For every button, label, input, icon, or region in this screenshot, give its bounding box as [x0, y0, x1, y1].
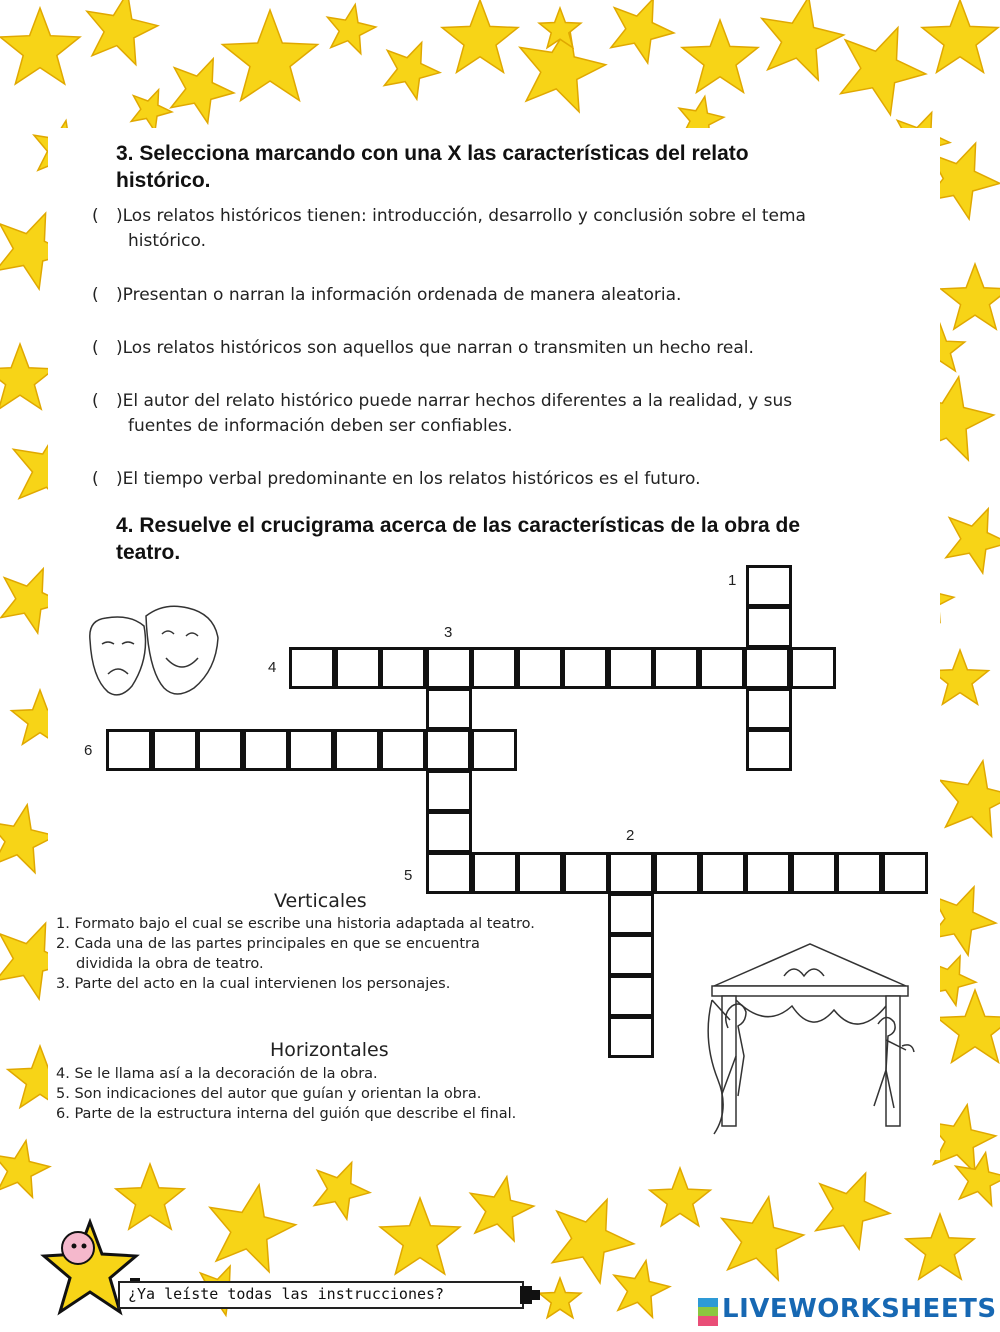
crossword-cell-w5[interactable] [426, 852, 472, 894]
liveworksheets-logo: LIVEWORKSHEETS [722, 1294, 997, 1324]
crossword-cell-w6[interactable] [288, 729, 334, 771]
crossword-cell-w1[interactable] [746, 606, 792, 648]
live-badge-icon [698, 1298, 718, 1326]
crossword-cell-w4[interactable] [471, 647, 517, 689]
star-icon [539, 1278, 581, 1318]
star-icon [210, 1185, 296, 1272]
crossword-cell-w5[interactable] [791, 852, 837, 894]
star-icon [932, 650, 989, 704]
crossword-cell-w6[interactable] [380, 729, 426, 771]
clue-number-3: 3 [444, 624, 453, 641]
crossword-cell-w6[interactable] [243, 729, 289, 771]
crossword-cell-w4[interactable] [380, 647, 426, 689]
horizontales-heading: Horizontales [270, 1039, 389, 1061]
verticales-clue-list: 1. Formato bajo el cual se escribe una historia adaptada al teatro. 2. Cada una de las partes principales en que se encuentra dividida la obra de teatro. 3. Parte del acto en la cual intervienen los personajes. [56, 916, 535, 992]
question-3-option-5[interactable]: ( )El tiempo verbal predominante en los relatos históricos es el futuro. [92, 469, 701, 489]
star-icon [0, 8, 80, 84]
crossword-cell-w4[interactable] [335, 647, 381, 689]
crossword-cell-w2[interactable] [608, 934, 654, 976]
crossword-cell-w5[interactable] [472, 852, 518, 894]
crossword-cell-w1[interactable] [746, 729, 792, 771]
star-icon [87, 0, 158, 65]
crossword-cell-w5[interactable] [700, 852, 746, 894]
crossword-cell-w1[interactable] [746, 688, 792, 730]
star-icon [314, 1162, 370, 1219]
star-icon [682, 20, 758, 92]
star-icon [940, 761, 1000, 837]
crossword-cell-w5[interactable] [654, 852, 700, 894]
crossword-cell-w4[interactable] [744, 647, 790, 689]
question-3-option-4[interactable]: ( )El autor del relato histórico puede narrar hechos diferentes a la realidad, y sus fuentes de información deben ser confiables. [92, 391, 793, 436]
star-icon [327, 5, 375, 54]
crossword-cell-w5[interactable] [745, 852, 791, 894]
crossword-cell-w4[interactable] [790, 647, 836, 689]
theatre-stage-icon [692, 940, 932, 1140]
question-3-option-2[interactable]: ( )Presentan o narran la información ordenada de manera aleatoria. [92, 285, 682, 305]
crossword-cell-w3[interactable] [426, 688, 472, 730]
star-icon [762, 0, 844, 80]
crossword-cell-w5[interactable] [608, 852, 654, 894]
question-3-option-1[interactable]: ( )Los relatos históricos tienen: introducción, desarrollo y conclusión sobre el tema histórico. [92, 206, 806, 251]
crossword-cell-w5[interactable] [836, 852, 882, 894]
star-icon [941, 264, 1000, 329]
star-icon [922, 0, 998, 72]
crossword-cell-w2[interactable] [608, 893, 654, 935]
crossword-cell-w1[interactable] [746, 565, 792, 607]
crossword-cell-w6[interactable] [334, 729, 380, 771]
prompt-box-end-icon [520, 1282, 542, 1308]
star-icon [614, 1261, 670, 1318]
question-3-option-3[interactable]: ( )Los relatos históricos son aquellos que narran o transmiten un hecho real. [92, 338, 754, 358]
crossword-cell-w5[interactable] [563, 852, 609, 894]
crossword-cell-w4[interactable] [699, 647, 745, 689]
star-icon [937, 990, 1000, 1062]
crossword-cell-w3[interactable] [426, 811, 472, 853]
clue-number-2: 2 [626, 827, 635, 844]
crossword-cell-w5[interactable] [882, 852, 928, 894]
star-icon [131, 90, 172, 132]
star-icon [171, 59, 234, 123]
clue-number-1: 1 [728, 572, 737, 589]
horizontales-clue-list: 4. Se le llama así a la decoración de la obra. 5. Son indicaciones del autor que guían y orientan la obra. 6. Parte de la estructura interna del guión que describe el final. [56, 1066, 517, 1122]
crossword-cell-w6[interactable] [106, 729, 152, 771]
crossword-cell-w4[interactable] [608, 647, 654, 689]
crossword-cell-w4[interactable] [517, 647, 563, 689]
clue-number-5: 5 [404, 867, 413, 884]
clue-number-4: 4 [268, 659, 277, 676]
star-icon [442, 0, 518, 72]
crossword-cell-w6[interactable] [425, 729, 471, 771]
crossword-cell-w2[interactable] [608, 975, 654, 1017]
crossword-cell-w5[interactable] [517, 852, 563, 894]
crossword-cell-w2[interactable] [608, 1016, 654, 1058]
crossword-cell-w4[interactable] [653, 647, 699, 689]
star-icon [816, 1173, 890, 1249]
star-icon [384, 42, 440, 99]
question-3-title: 3. Selecciona marcando con una X las características del relato histórico. [116, 142, 749, 192]
star-icon [650, 1168, 711, 1226]
star-icon [470, 1177, 533, 1241]
star-icon [906, 1214, 974, 1279]
star-icon [611, 0, 674, 63]
instructions-prompt-box [118, 1281, 524, 1309]
crossword-cell-w4[interactable] [289, 647, 335, 689]
star-icon [222, 10, 317, 101]
theatre-masks-icon [84, 600, 224, 710]
crossword-cell-w4[interactable] [426, 647, 472, 689]
clue-number-6: 6 [84, 742, 93, 759]
star-icon [380, 1198, 460, 1274]
star-icon [552, 1200, 634, 1283]
crossword-cell-w3[interactable] [426, 770, 472, 812]
star-icon [0, 344, 54, 409]
crossword-cell-w6[interactable] [152, 729, 198, 771]
crossword-cell-w6[interactable] [471, 729, 517, 771]
verticales-heading: Verticales [274, 890, 367, 912]
star-icon [0, 1141, 50, 1198]
question-4-title: 4. Resuelve el crucigrama acerca de las características de la obra de teatro. [116, 514, 801, 564]
crossword-cell-w6[interactable] [197, 729, 243, 771]
star-icon [841, 28, 926, 115]
crossword-cell-w4[interactable] [562, 647, 608, 689]
instructions-prompt: ¿Ya leíste todas las instrucciones? [128, 1285, 445, 1303]
star-icon [722, 1197, 804, 1280]
star-icon [946, 509, 1000, 573]
